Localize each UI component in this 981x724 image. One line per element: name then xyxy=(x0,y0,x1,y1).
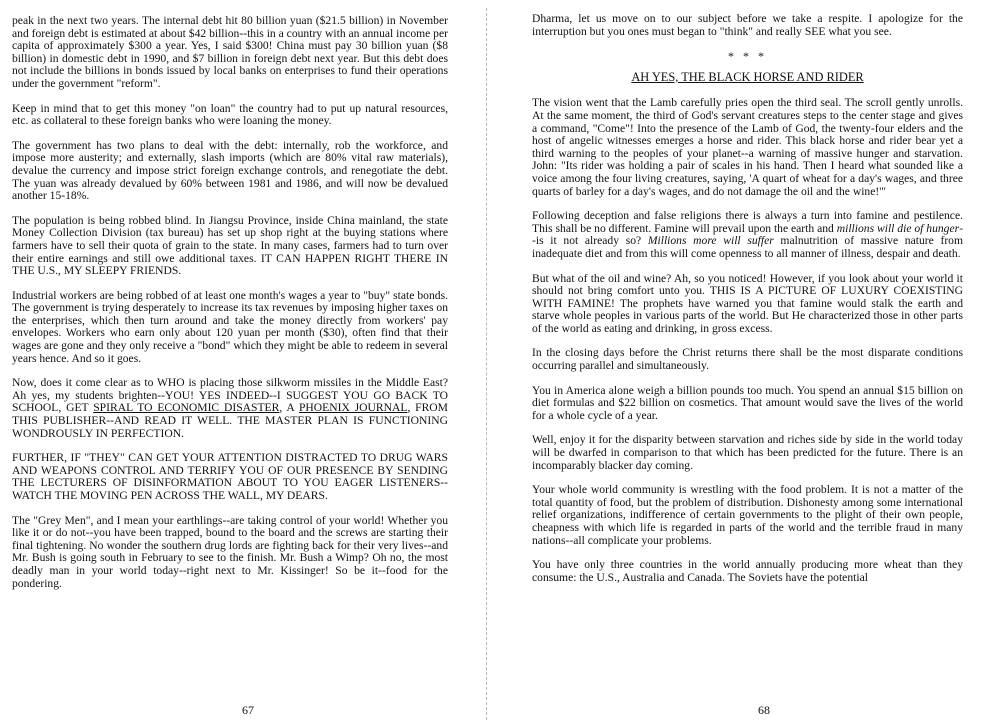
paragraph: You have only three countries in the world annually producing more wheat than they consume: the U.S., Australia and Canada. The Soviets have the potential xyxy=(532,558,963,584)
paragraph: Keep in mind that to get this money "on loan" the country had to put up natural resources, etc. as collateral to these foreign banks who were loaning the money. xyxy=(12,101,448,128)
paragraph xyxy=(12,377,448,440)
paragraph: But what of the oil and wine? Ah, so you noticed! However, if you look about your world it should not bring comfort unto you. THIS IS A PICTURE OF LUXURY COEXISTING WITH FAMINE! The prophets have warned you that famine would stalk the earth and starve whole peoples in various parts of the world. But He characterized those in other parts of the world as eating and drinking, in gross excess. xyxy=(532,271,963,335)
paragraph: Your whole world community is wrestling with the food problem. It is not a matter of the total quantity of food, but the problem of distribution. Dishonesty among some international relief organizations, indifference of certain governments to the plight of their own people, cheapness with which life is regarded in parts of the world and the terrible fraud in many nations--all complicate your problems. xyxy=(532,483,963,547)
section-separator: * * * xyxy=(728,49,767,64)
paragraph: peak in the next two years. The internal debt hit 80 billion yuan ($21.5 billion) in November and foreign debt is estimated at about $42 billion--this in a country with an annual income per capita of approximately $300 a year. Yes, I said $300! China must pay 30 billion yuan ($8 billion) in domestic debt in 1990, and $7 billion in foreign debt next year. But this debt does not include the billions in bonds issued by local banks on enterprises to fund their operations under the government "reform". xyxy=(12,14,448,90)
section-heading: AH YES, THE BLACK HORSE AND RIDER xyxy=(631,69,864,84)
paragraph: FURTHER, IF "THEY" CAN GET YOUR ATTENTION DISTRACTED TO DRUG WARS AND WEAPONS CONTROL AND TERRIFY YOU OF OUR PRESENCE BY SENDING THE LECTURERS OF DISINFORMATION ABOUT TO YOU EAGER LISTENERS--WATCH THE MOVING PEN ACROSS THE WALL, MY DEARS. xyxy=(12,451,448,502)
paragraph: Industrial workers are being robbed of at least one month's wages a year to "buy" state bonds. The government is trying desperately to increase its tax revenues by imposing higher taxes on the enterprises, which then turn around and take the money directly from workers' pay envelopes. Workers who earn only about 120 yuan per month ($30), often find that their wages are gone and they only receive a "bond" which they might be able to redeem in several years hence. And so it goes. xyxy=(12,288,448,365)
text-run: Now, does it come clear as to WHO is placing those silkworm missiles in the Middle East? Ah yes, my students brighten--YOU! YES INDEED--I SUGGEST YOU GO BACK TO SCHOOL, GET xyxy=(12,376,448,415)
left-page xyxy=(0,0,470,724)
paragraph: In the closing days before the Christ returns there shall be the most disparate conditions occurring parallel and simultaneously. xyxy=(532,346,963,373)
text-run: --is it not already so? xyxy=(532,221,964,248)
emphasis: millions will die of hunger xyxy=(836,221,960,235)
text-run: , A xyxy=(279,401,299,415)
text-run: , FROM THIS PUBLISHER--AND READ IT WELL. THE MASTER PLAN IS FUNCTIONING WONDROUSLY IN PERFECTION. xyxy=(12,401,448,440)
page-number-right: 68 xyxy=(758,703,770,717)
text-run: Following deception and false religions there is always a turn into famine and pestilence. This shall be no different. Famine will prevail upon the earth and xyxy=(532,209,963,235)
paragraph: The government has two plans to deal with the debt: internally, rob the workforce, and impose more austerity; and externally, slash imports (which are 80% vital raw materials), devalue the currency and impose strict foreign exchange controls, and renegotiate the debt. The yuan was already devalued by 60% between 1981 and 1986, and will now be devalued another 15-18%. xyxy=(12,138,448,203)
paragraph: The vision went that the Lamb carefully pries open the third seal. The scroll gently unrolls. At the same moment, the third of God's servant creatures steps to the center stage and gives a command, "Come"! Into the presence of the Lamb of God, the twenty-four elders and the host of angelic witnesses emerges a horse and rider. This black horse and rider bear yet a third warning to the peoples of your planet--a warning of massive hunger and starvation. John: "Its rider was holding a pair of scales in his hand. Then I heard what sounded like a voice among the four living creatures, saying, 'A quart of wheat for a day's wages, and three quarts of barley for a day's wages, and do not damage the oil and the wine!'" xyxy=(532,96,963,198)
book-title-phoenix-journal: PHOENIX JOURNAL xyxy=(298,401,408,415)
emphasis: Millions more will suffer xyxy=(647,234,774,248)
text-run: malnutrition of massive nature from inadequate diet and from this will come openness to all manner of illness, despair and death. xyxy=(532,234,963,260)
paragraph xyxy=(532,210,963,260)
paragraph: Well, enjoy it for the disparity between starvation and riches side by side in the world today will be dwarfed in comparison to that which has been predicted for the future. There is an incomparably blacker day coming. xyxy=(532,433,963,472)
page-gutter xyxy=(486,8,487,720)
paragraph: You in America alone weigh a billion pounds too much. You spend an annual $15 billion on diet formulas and $22 billion on cosmetics. That amount would save the lives of the world for a whole cycle of a year. xyxy=(532,383,963,422)
book-title-spiral: SPIRAL TO ECONOMIC DISASTER xyxy=(93,401,280,415)
paragraph: The population is being robbed blind. In Jiangsu Province, inside China mainland, the state Money Collection Division (tax bureau) has set up shop right at the buying stations where farmers have to sell their quota of grain to the state. In many cases, farmers had to turn over their entire earnings and still owe additional taxes. IT CAN HAPPEN RIGHT THERE IN THE U.S., MY SLEEPY FRIENDS. xyxy=(12,213,448,278)
right-page xyxy=(490,0,981,724)
page-number-left: 67 xyxy=(242,703,254,717)
paragraph: Dharma, let us move on to our subject before we take a respite. I apologize for the interruption but you ones must began to "think" and really SEE what you see. xyxy=(532,12,963,38)
paragraph: The "Grey Men", and I mean your earthlings--are taking control of your world! Whether you like it or do not--you have been trapped, bound to the board and the screws are starting their final tightening. No wonder the southern drug lords are fighting back for their very lives--and Mr. Bush is going south in February to see to the finish. Mr. Bush a Wimp? Oh no, the most deadly man in your world today--right next to Mr. Kissinger! So be it--food for the pondering. xyxy=(12,513,448,590)
